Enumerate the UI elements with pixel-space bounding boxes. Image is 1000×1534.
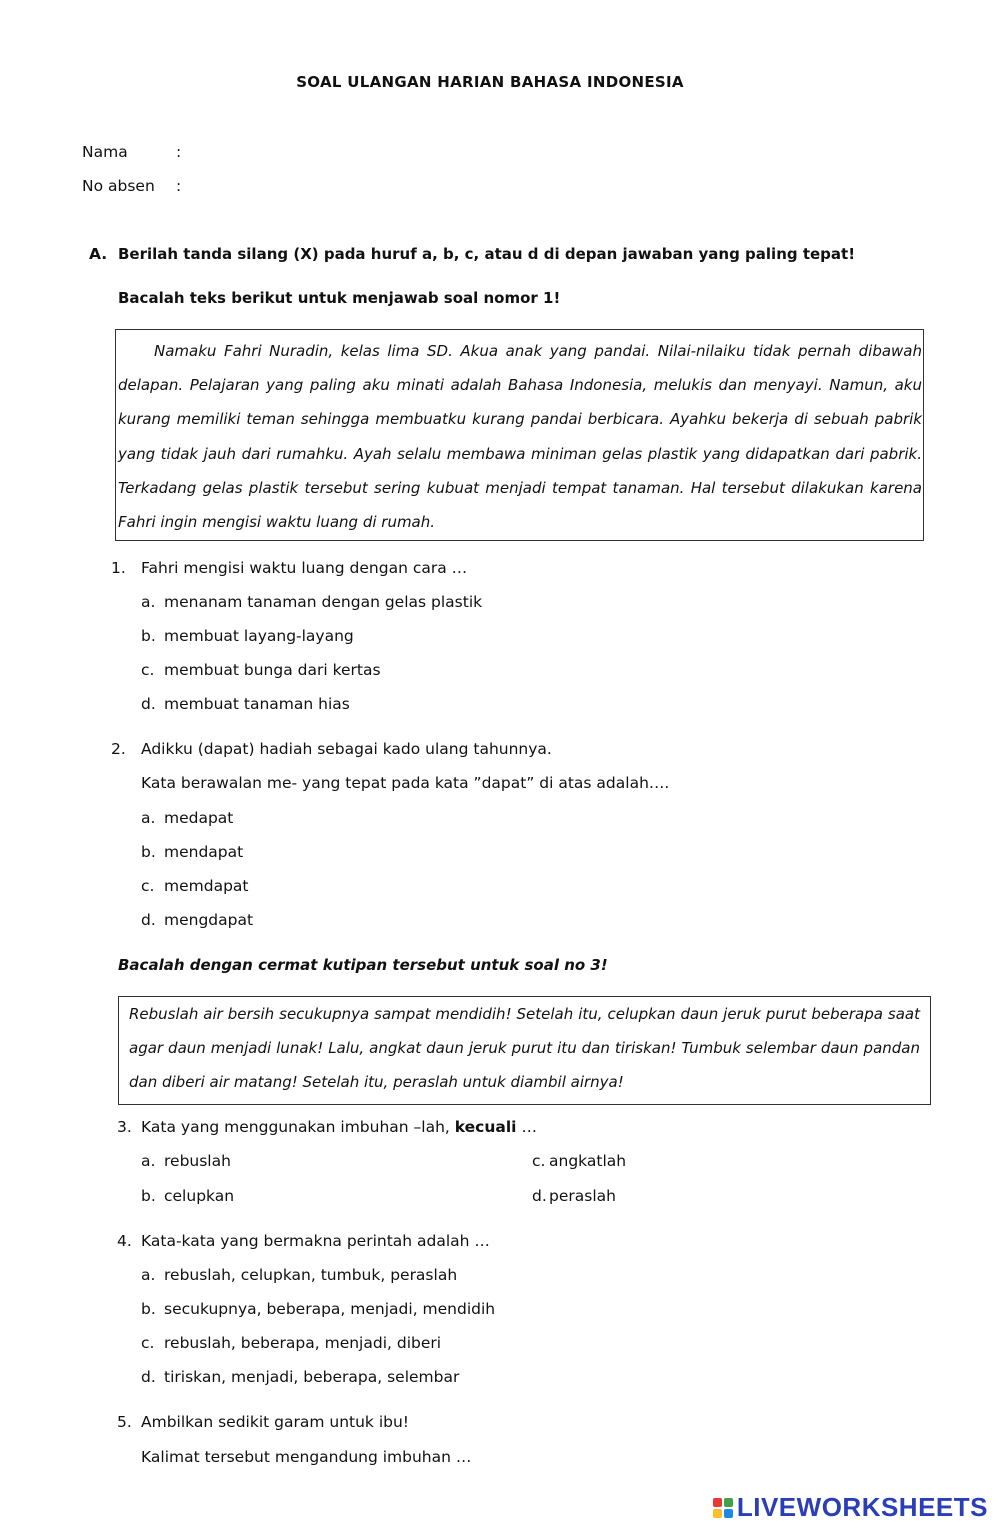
passage-2-text: Rebuslah air bersih secukupnya sampat mendidih! Setelah itu, celupkan daun jeruk purut beberapa saat agar daun menjadi lunak! Lalu, angkat daun jeruk purut itu dan tiriskan! Tumbuk selembar daun pandan dan diberi air matang! Setelah itu, peraslah untuk diambil airnya! (129, 1005, 920, 1092)
liveworksheets-logo (713, 1492, 988, 1523)
name-label: Nama (82, 143, 128, 161)
question-5-number: 5. (117, 1413, 132, 1431)
name-colon: : (176, 143, 182, 161)
q3-option-d-text: peraslah (549, 1187, 616, 1205)
q3-option-c-letter[interactable]: c. (532, 1152, 546, 1170)
q3-option-a-letter[interactable]: a. (141, 1152, 156, 1170)
q2-option-b-text: mendapat (164, 843, 244, 861)
question-2-text: Adikku (dapat) hadiah sebagai kado ulang tahunnya. (141, 740, 552, 758)
q4-option-b-text: secukupnya, beberapa, menjadi, mendidih (164, 1300, 496, 1318)
question-3-text (141, 1118, 537, 1136)
question-5-text: Ambilkan sedikit garam untuk ibu! (141, 1413, 410, 1431)
q2-option-c-text: memdapat (164, 877, 249, 895)
question-3-text-before: Kata yang menggunakan imbuhan –lah, (141, 1118, 450, 1136)
q1-option-d-text: membuat tanaman hias (164, 695, 350, 713)
question-5-subtext: Kalimat tersebut mengandung imbuhan … (141, 1448, 472, 1466)
q4-option-b-letter[interactable]: b. (141, 1300, 156, 1318)
q4-option-a-text: rebuslah, celupkan, tumbuk, peraslah (164, 1266, 458, 1284)
section-instruction: Berilah tanda silang (X) pada huruf a, b, c, atau d di depan jawaban yang paling tepat! (118, 245, 856, 263)
q4-option-c-text: rebuslah, beberapa, menjadi, diberi (164, 1334, 442, 1352)
logo-square-1 (713, 1498, 722, 1507)
question-3-number: 3. (117, 1118, 132, 1136)
q4-option-d-text: tiriskan, menjadi, beberapa, selembar (164, 1368, 460, 1386)
question-4-number: 4. (117, 1232, 132, 1250)
q3-option-b-text: celupkan (164, 1187, 235, 1205)
q1-option-a-text: menanam tanaman dengan gelas plastik (164, 593, 483, 611)
q3-option-a-text: rebuslah (164, 1152, 231, 1170)
question-2-subtext: Kata berawalan me- yang tepat pada kata ”dapat” di atas adalah…. (141, 774, 670, 792)
q2-option-a-letter[interactable]: a. (141, 809, 156, 827)
q1-option-b-text: membuat layang-layang (164, 627, 354, 645)
q3-option-b-letter[interactable]: b. (141, 1187, 156, 1205)
q3-option-d-letter[interactable]: d. (532, 1187, 547, 1205)
question-3-kecuali: kecuali (454, 1118, 517, 1136)
read-prompt-1: Bacalah teks berikut untuk menjawab soal nomor 1! (118, 289, 561, 307)
question-2-number: 2. (111, 740, 126, 758)
liveworksheets-logo-icon (713, 1498, 733, 1518)
absen-colon: : (176, 177, 182, 195)
absen-label: No absen (82, 177, 155, 195)
logo-square-4 (724, 1509, 733, 1518)
section-marker: A. (89, 245, 108, 263)
q2-option-d-text: mengdapat (164, 911, 254, 929)
q2-option-a-text: medapat (164, 809, 234, 827)
passage-box-2 (118, 996, 931, 1105)
question-1-number: 1. (111, 559, 126, 577)
q1-option-d-letter[interactable]: d. (141, 695, 156, 713)
q2-option-d-letter[interactable]: d. (141, 911, 156, 929)
q1-option-a-letter[interactable]: a. (141, 593, 156, 611)
question-4-text: Kata-kata yang bermakna perintah adalah … (141, 1232, 490, 1250)
question-1-text: Fahri mengisi waktu luang dengan cara … (141, 559, 468, 577)
q4-option-a-letter[interactable]: a. (141, 1266, 156, 1284)
passage-box-1 (115, 329, 924, 541)
logo-square-3 (713, 1509, 722, 1518)
q4-option-d-letter[interactable]: d. (141, 1368, 156, 1386)
liveworksheets-logo-text: LIVEWORKSHEETS (736, 1492, 988, 1522)
q1-option-c-text: membuat bunga dari kertas (164, 661, 381, 679)
q4-option-c-letter[interactable]: c. (141, 1334, 155, 1352)
q1-option-b-letter[interactable]: b. (141, 627, 156, 645)
question-3-text-after: … (521, 1118, 537, 1136)
page-title: SOAL ULANGAN HARIAN BAHASA INDONESIA (296, 73, 684, 91)
q2-option-b-letter[interactable]: b. (141, 843, 156, 861)
read-prompt-2: Bacalah dengan cermat kutipan tersebut untuk soal no 3! (118, 956, 608, 974)
q2-option-c-letter[interactable]: c. (141, 877, 155, 895)
q3-option-c-text: angkatlah (549, 1152, 627, 1170)
q1-option-c-letter[interactable]: c. (141, 661, 155, 679)
logo-square-2 (724, 1498, 733, 1507)
passage-1-text: Namaku Fahri Nuradin, kelas lima SD. Akua anak yang pandai. Nilai-nilaiku tidak pernah dibawah delapan. Pelajaran yang paling aku minati adalah Bahasa Indonesia, melukis dan menyayi. Namun, aku kurang memiliki teman sehingga membuatku kurang pandai berbicara. Ayahku bekerja di sebuah pabrik yang tidak jauh dari rumahku. Ayah selalu membawa miniman gelas plastik yang didapatkan dari pabrik. Terkadang gelas plastik tersebut sering kubuat menjadi tempat tanaman. Hal tersebut dilakukan karena Fahri ingin mengisi waktu luang di rumah. (118, 342, 922, 532)
